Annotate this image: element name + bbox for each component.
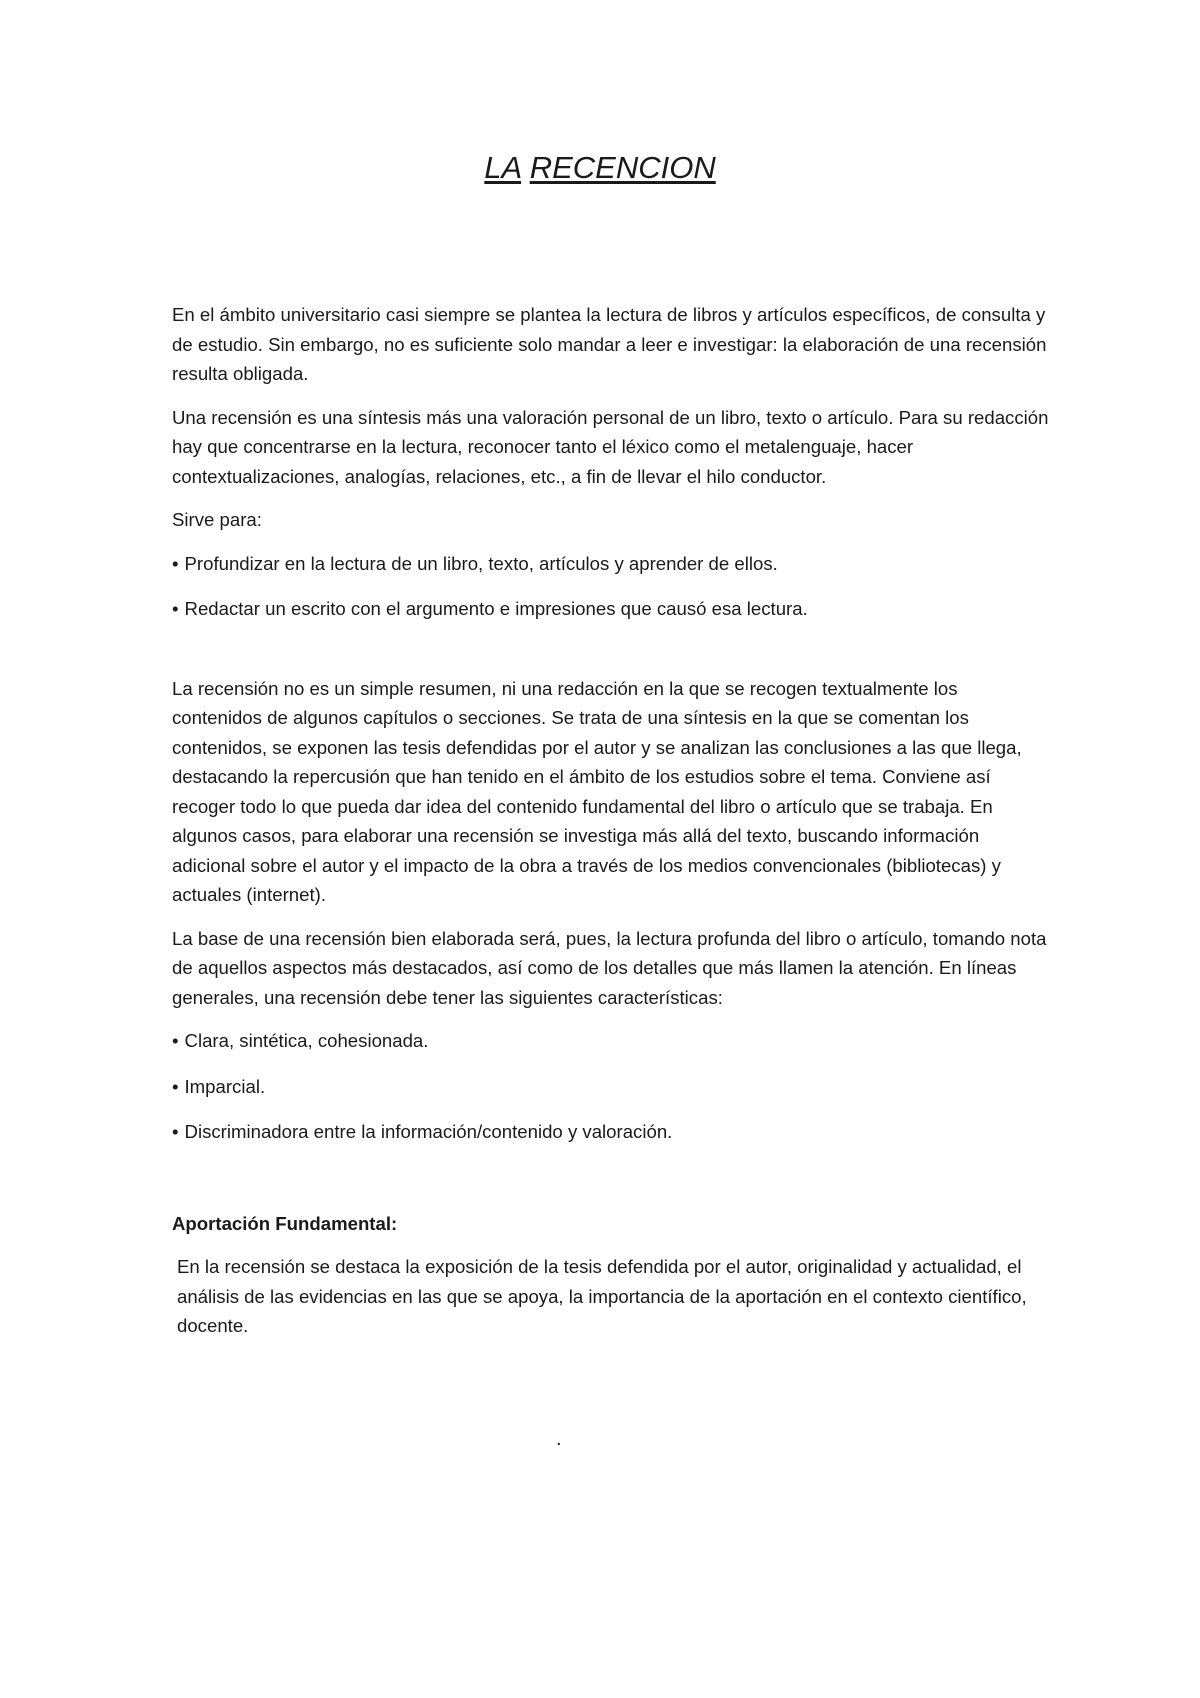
paragraph-intro: En el ámbito universitario casi siempre se plantea la lectura de libros y artículos específicos, de consulta y de estudio. Sin embargo, no es suficiente solo mandar a leer e investigar: la elaboración de una recensión resulta obligada. xyxy=(172,304,1047,384)
bullet-text: Redactar un escrito con el argumento e impresiones que causó esa lectura. xyxy=(184,598,808,619)
bullet-icon: • xyxy=(172,1121,179,1142)
bullet-icon: • xyxy=(172,598,179,619)
paragraph-not-summary: La recensión no es un simple resumen, ni una redacción en la que se recogen textualmente los contenidos de algunos capítulos o secciones. Se trata de una síntesis en la que se comentan los contenidos, se exponen las tesis defendidas por el autor y se analizan las conclusiones a las que llega, destacando la repercusión que han tenido en el ámbito de los estudios sobre el tema. Conviene así recoger todo lo que pueda dar idea del contenido fundamental del libro o artículo que se trabaja. En algunos casos, para elaborar una recensión se investiga más allá del texto, buscando información adicional sobre el autor y el impacto de la obra a través de los medios convencionales (bibliotecas) y actuales (internet). xyxy=(172,677,1022,905)
section-paragraph: En la recensión se destaca la exposición de la tesis defendida por el autor, originalidad y actualidad, el análisis de las evidencias en las que se apoya, la importancia de la aportación en el contexto científico, docente. xyxy=(177,1256,1027,1336)
paragraph-sirve-para: Sirve para: xyxy=(172,509,262,530)
bullet-text: Clara, sintética, cohesionada. xyxy=(184,1030,429,1051)
bullet-item xyxy=(172,1072,1052,1102)
bullet-item xyxy=(172,1026,1052,1056)
document-title xyxy=(0,150,1200,186)
bullet-item xyxy=(172,594,1052,624)
trailing-mark: . xyxy=(556,1428,562,1450)
bullet-text: Imparcial. xyxy=(184,1075,266,1097)
section-heading: Aportación Fundamental: xyxy=(172,1212,398,1234)
paragraph-base: La base de una recensión bien elaborada será, pues, la lectura profunda del libro o artículo, tomando nota de aquellos aspectos más destacados, así como de los detalles que más llamen la atención. En líneas generales, una recensión debe tener las siguientes características: xyxy=(172,927,1047,1008)
bullet-item xyxy=(172,549,1052,579)
bullet-item xyxy=(172,1117,1052,1147)
bullet-text: Discriminadora entre la información/contenido y valoración. xyxy=(184,1121,673,1142)
title-part-recencion: RECENCION xyxy=(529,150,716,185)
spacer xyxy=(172,1163,1052,1209)
bullet-icon: • xyxy=(172,1030,179,1051)
bullet-icon: • xyxy=(172,552,179,574)
document-body xyxy=(172,300,1052,1355)
bullet-icon: • xyxy=(172,1075,179,1097)
spacer xyxy=(172,640,1052,674)
title-part-la: LA xyxy=(484,150,522,185)
paragraph-definition: Una recensión es una síntesis más una valoración personal de un libro, texto o artículo. Para su redacción hay que concentrarse en la lectura, reconocer tanto el léxico como el metalenguaje, hacer contextualizaciones, analogías, relaciones, etc., a fin de llevar el hilo conductor. xyxy=(172,406,1049,487)
bullet-text: Profundizar en la lectura de un libro, texto, artículos y aprender de ellos. xyxy=(184,552,778,574)
